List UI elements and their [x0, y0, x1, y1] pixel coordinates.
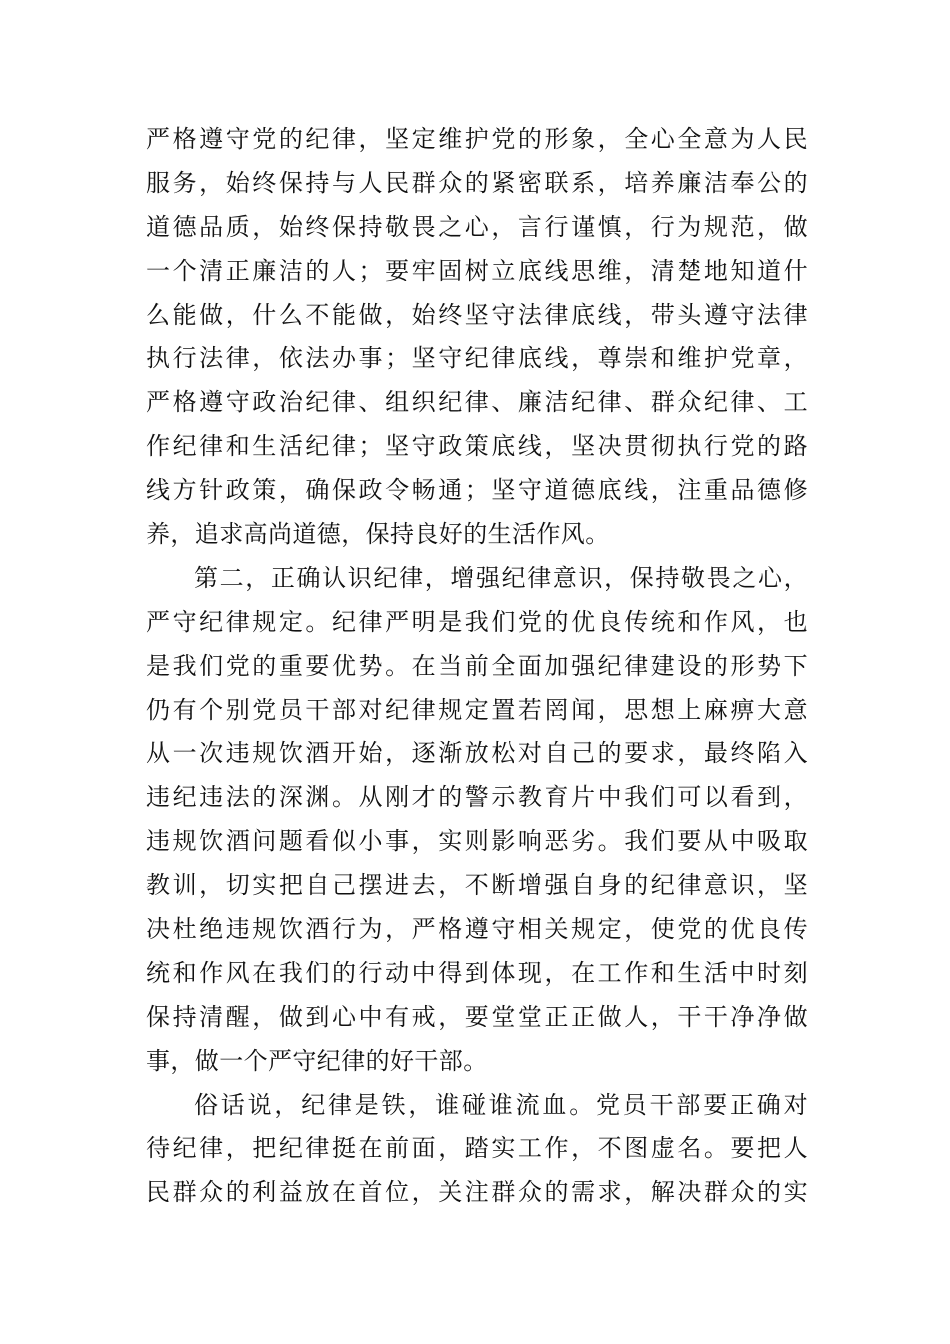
- paragraph-2-line-9: 决杜绝违规饮酒行为，严格遵守相关规定，使党的优良传: [146, 915, 808, 944]
- paragraph-2-line-4: 仍有个别党员干部对纪律规定置若罔闻，思想上麻痹大意: [146, 695, 808, 724]
- paragraph-2-line-12: 事，做一个严守纪律的好干部。: [146, 1046, 488, 1075]
- paragraph-1-line-9: 线方针政策，确保政令畅通；坚守道德底线，注重品德修: [146, 476, 808, 505]
- paragraph-2-line-6: 违纪违法的深渊。从刚才的警示教育片中我们可以看到，: [146, 783, 808, 812]
- paragraph-1-line-3: 道德品质，始终保持敬畏之心，言行谨慎，行为规范，做: [146, 212, 808, 241]
- paragraph-2-line-8: 教训，切实把自己摆进去，不断增强自身的纪律意识，坚: [146, 871, 808, 900]
- paragraph-1-line-2: 服务，始终保持与人民群众的紧密联系，培养廉洁奉公的: [146, 168, 808, 197]
- paragraph-2-line-10: 统和作风在我们的行动中得到体现，在工作和生活中时刻: [146, 958, 808, 987]
- paragraph-1-line-7: 严格遵守政治纪律、组织纪律、廉洁纪律、群众纪律、工: [146, 388, 808, 417]
- paragraph-2-line-2: 严守纪律规定。纪律严明是我们党的优良传统和作风，也: [146, 607, 808, 636]
- paragraph-2-line-11: 保持清醒，做到心中有戒，要堂堂正正做人，干干净净做: [146, 1002, 808, 1031]
- paragraph-3-line-1: 俗话说，纪律是铁，谁碰谁流血。党员干部要正确对: [194, 1090, 808, 1119]
- paragraph-1-line-4: 一个清正廉洁的人；要牢固树立底线思维，清楚地知道什: [146, 256, 808, 285]
- document-body: [146, 118, 808, 1215]
- paragraph-3-line-2: 待纪律，把纪律挺在前面，踏实工作，不图虚名。要把人: [146, 1134, 808, 1163]
- paragraph-1-line-10: 养，追求高尚道德，保持良好的生活作风。: [146, 520, 610, 549]
- paragraph-2-line-7: 违规饮酒问题看似小事，实则影响恶劣。我们要从中吸取: [146, 827, 808, 856]
- paragraph-1-line-6: 执行法律，依法办事；坚守纪律底线，尊崇和维护党章，: [146, 344, 808, 373]
- paragraph-1-line-8: 作纪律和生活纪律；坚守政策底线，坚决贯彻执行党的路: [146, 432, 808, 461]
- paragraph-2-line-5: 从一次违规饮酒开始，逐渐放松对自己的要求，最终陷入: [146, 739, 808, 768]
- paragraph-2-line-1: 第二，正确认识纪律，增强纪律意识，保持敬畏之心，: [194, 563, 808, 592]
- paragraph-1-line-1: 严格遵守党的纪律，坚定维护党的形象，全心全意为人民: [146, 125, 808, 153]
- paragraph-2-line-3: 是我们党的重要优势。在当前全面加强纪律建设的形势下: [146, 651, 808, 680]
- paragraph-1-line-5: 么能做，什么不能做，始终坚守法律底线，带头遵守法律: [146, 300, 808, 329]
- paragraph-3-line-3: 民群众的利益放在首位，关注群众的需求，解决群众的实: [146, 1178, 808, 1207]
